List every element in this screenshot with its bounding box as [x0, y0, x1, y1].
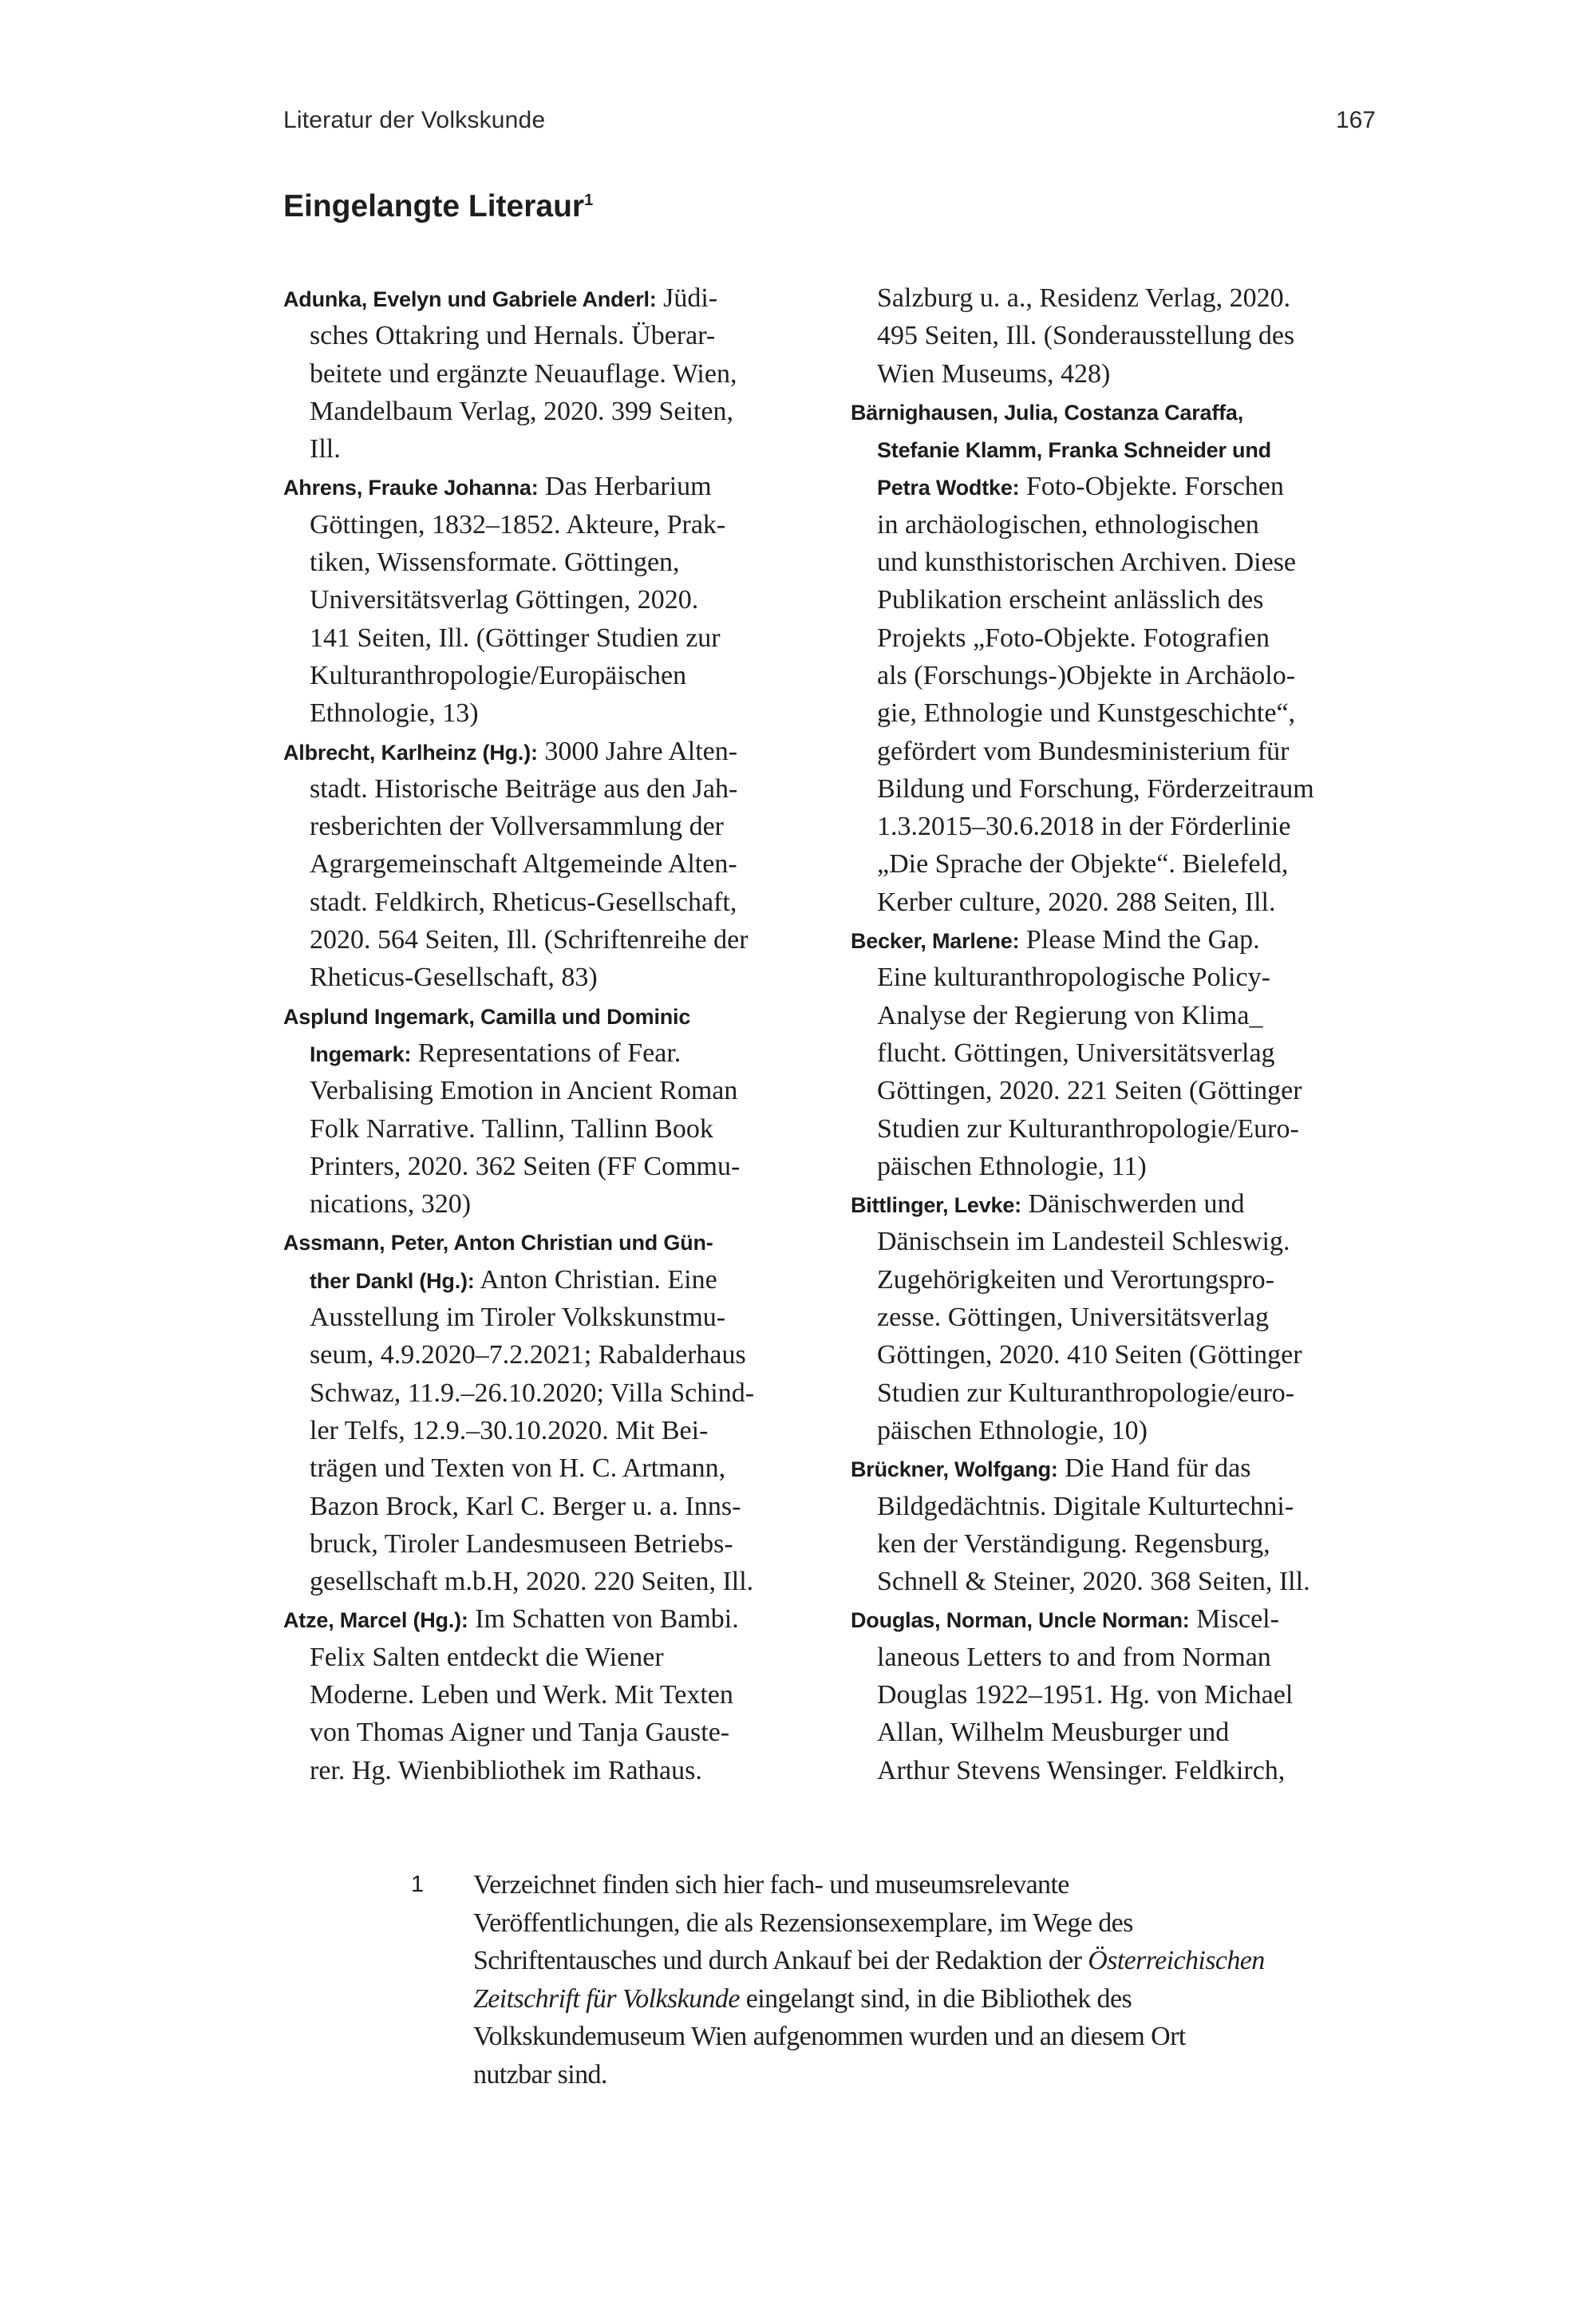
entry-text: Wien Museums, 428)	[877, 358, 1111, 389]
entry-text: Agrargemeinschaft Altgemeinde Alten-	[310, 849, 737, 880]
entry-text: trägen und Texten von H. C. Artmann,	[310, 1453, 726, 1484]
entry-author: Albrecht, Karlheinz (Hg.):	[283, 740, 538, 765]
entry-text: Ausstellung im Tiroler Volkskunstmu-	[310, 1303, 726, 1333]
entry-text: beitete und ergänzte Neuauflage. Wien,	[310, 358, 737, 389]
entry-text: Göttingen, 2020. 410 Seiten (Göttinger	[877, 1340, 1302, 1370]
entry-text: Kulturanthropologie/Europäischen	[310, 660, 687, 690]
entry-text: Die Hand für das	[1057, 1453, 1251, 1484]
entry-text: Analyse der Regierung von Klima_	[877, 1000, 1263, 1030]
entry-author: Ahrens, Frauke Johanna:	[283, 476, 539, 500]
bibliography-entry	[851, 1185, 1377, 1449]
footnote-line-text: Schriftentausches und durch Ankauf bei der Redaktion der	[473, 1946, 1088, 1975]
journal-title-italic: Zeitschrift für Volkskunde	[473, 1983, 740, 2014]
entry-text: ken der Verständigung. Regensburg,	[877, 1528, 1270, 1559]
entry-text: Felix Salten entdeckt die Wiener	[310, 1642, 664, 1672]
entry-text: Rheticus-Gesellschaft, 83)	[310, 963, 598, 993]
bibliography-entry	[283, 1223, 810, 1600]
entry-text: Studien zur Kulturanthropologie/euro-	[877, 1378, 1295, 1408]
page-number: 167	[1335, 107, 1376, 133]
entry-text: Please Mind the Gap.	[1019, 925, 1260, 955]
entry-text: gie, Ethnologie und Kunstgeschichte“,	[877, 698, 1296, 729]
footnote-line: Verzeichnet finden sich hier fach- und museumsrelevante	[473, 1870, 1069, 1900]
entry-author: Stefanie Klamm, Franka Schneider und	[877, 438, 1271, 463]
entry-text: 1.3.2015–30.6.2018 in der Förderlinie	[877, 812, 1291, 842]
entry-text: Bazon Brock, Karl C. Berger u. a. Inns-	[310, 1491, 741, 1521]
entry-author: Atze, Marcel (Hg.):	[283, 1608, 468, 1633]
bibliography-entry	[851, 393, 1377, 921]
entry-text: Projekts „Foto-Objekte. Fotografien	[877, 623, 1270, 653]
footnote-line: nutzbar sind.	[473, 2059, 607, 2090]
entry-author: Asplund Ingemark, Camilla und Dominic	[283, 1004, 691, 1029]
entry-text: Eine kulturanthropologische Policy-	[877, 963, 1270, 993]
entry-text: Verbalising Emotion in Ancient Roman	[310, 1076, 738, 1106]
entry-text: Allan, Wilhelm Meusburger und	[877, 1718, 1230, 1748]
entry-text: Mandelbaum Verlag, 2020. 399 Seiten,	[310, 396, 734, 426]
bibliography-entry	[283, 997, 810, 1224]
entry-text: Bildgedächtnis. Digitale Kulturtechni-	[877, 1491, 1294, 1521]
footnote-text	[473, 1866, 1265, 2094]
bibliography-entry	[283, 279, 810, 468]
entry-author: Brückner, Wolfgang:	[851, 1457, 1058, 1482]
running-head: Literatur der Volkskunde	[283, 107, 546, 133]
footnote-line-text: eingelangt sind, in die Bibliothek des	[739, 1983, 1132, 2014]
entry-text: Dänischwerden und	[1021, 1189, 1245, 1220]
entry-text: Im Schatten von Bambi.	[468, 1604, 739, 1635]
entry-text: resberichten der Vollversammlung der	[310, 812, 724, 842]
right-column	[851, 279, 1377, 1789]
entry-text: gesellschaft m.b.H, 2020. 220 Seiten, Ill.	[310, 1567, 754, 1597]
entry-text: Schnell & Steiner, 2020. 368 Seiten, Ill.	[877, 1567, 1310, 1597]
entry-author: Becker, Marlene:	[851, 929, 1020, 954]
entry-text: bruck, Tiroler Landesmuseen Betriebs-	[310, 1528, 733, 1559]
entry-text: Printers, 2020. 362 Seiten (FF Commu-	[310, 1151, 741, 1181]
entry-author: Adunka, Evelyn und Gabriele Anderl:	[283, 287, 657, 311]
footnote-number: 1	[411, 1872, 425, 1897]
entry-text: „Die Sprache der Objekte“. Bielefeld,	[877, 849, 1289, 880]
entry-author: Assmann, Peter, Anton Christian und Gün-	[283, 1231, 713, 1255]
entry-text: 495 Seiten, Ill. (Sonderausstellung des	[877, 321, 1295, 351]
entry-text: Arthur Stevens Wensinger. Feldkirch,	[877, 1755, 1286, 1785]
entry-text: Göttingen, 1832–1852. Akteure, Prak-	[310, 509, 726, 540]
bibliography-entry	[851, 1449, 1377, 1600]
entry-text: Zugehörigkeiten und Verortungspro-	[877, 1264, 1274, 1295]
entry-text: zesse. Göttingen, Universitätsverlag	[877, 1303, 1269, 1333]
bibliography-entry	[283, 733, 810, 997]
entry-author: ther Dankl (Hg.):	[310, 1268, 475, 1293]
entry-text: und kunsthistorischen Archiven. Diese	[877, 548, 1297, 578]
bibliography-entry	[851, 921, 1377, 1185]
footnote-line: Veröffentlichungen, die als Rezensionsexemplare, im Wege des	[473, 1908, 1133, 1938]
entry-text: als (Forschungs-)Objekte in Archäolo-	[877, 660, 1296, 690]
entry-text: 3000 Jahre Alten-	[537, 736, 738, 766]
entry-text: stadt. Feldkirch, Rheticus-Gesellschaft,	[310, 887, 737, 917]
entry-text: flucht. Göttingen, Universitätsverlag	[877, 1038, 1275, 1068]
entry-text: Bildung und Forschung, Förderzeitraum	[877, 773, 1314, 804]
entry-text: rer. Hg. Wienbibliothek im Rathaus.	[310, 1755, 702, 1785]
entry-text: nications, 320)	[310, 1189, 472, 1220]
entry-text: Folk Narrative. Tallinn, Tallinn Book	[310, 1113, 713, 1144]
entry-text: Dänischsein im Landesteil Schleswig.	[877, 1227, 1290, 1257]
entry-text: Foto-Objekte. Forschen	[1019, 472, 1284, 502]
footnote-marker[interactable]: 1	[584, 192, 594, 209]
entry-text: Douglas 1922–1951. Hg. von Michael	[877, 1679, 1294, 1710]
entry-text: seum, 4.9.2020–7.2.2021; Rabalderhaus	[310, 1340, 746, 1370]
bibliography-entry	[283, 1600, 810, 1789]
left-column	[283, 279, 810, 1789]
entry-text: tiken, Wissensformate. Göttingen,	[310, 548, 680, 578]
entry-author: Bärnighausen, Julia, Costanza Caraffa,	[851, 400, 1244, 425]
entry-text: Ethnologie, 13)	[310, 698, 479, 729]
entry-text: Anton Christian. Eine	[474, 1264, 717, 1295]
entry-author: Petra Wodtke:	[877, 476, 1020, 500]
entry-text: Das Herbarium	[538, 472, 712, 502]
entry-text: Universitätsverlag Göttingen, 2020.	[310, 585, 699, 615]
journal-title-italic: Österreichischen	[1088, 1946, 1265, 1975]
page-title-text: Eingelangte Literaur	[283, 189, 585, 223]
entry-text: Miscel-	[1189, 1604, 1279, 1635]
entry-text: von Thomas Aigner und Tanja Gauste-	[310, 1718, 730, 1748]
footnote-line	[473, 1942, 1265, 1980]
bibliography-entry-continuation	[851, 279, 1377, 393]
entry-text: Jüdi-	[656, 283, 718, 313]
entry-text: Ill.	[310, 434, 341, 465]
entry-text: Salzburg u. a., Residenz Verlag, 2020.	[877, 283, 1291, 313]
entry-text: Studien zur Kulturanthropologie/Euro-	[877, 1113, 1299, 1144]
entry-author: Ingemark:	[310, 1042, 412, 1066]
entry-author: Douglas, Norman, Uncle Norman:	[851, 1608, 1190, 1633]
entry-text: Representations of Fear.	[411, 1038, 681, 1068]
bibliography-entry	[283, 468, 810, 732]
entry-text: gefördert vom Bundesministerium für	[877, 736, 1290, 766]
entry-text: 141 Seiten, Ill. (Göttinger Studien zur	[310, 623, 721, 653]
entry-text: Göttingen, 2020. 221 Seiten (Göttinger	[877, 1076, 1302, 1106]
entry-author: Bittlinger, Levke:	[851, 1193, 1021, 1218]
entry-text: päischen Ethnologie, 10)	[877, 1415, 1148, 1445]
entry-text: sches Ottakring und Hernals. Überar-	[310, 321, 716, 351]
entry-text: Kerber culture, 2020. 288 Seiten, Ill.	[877, 887, 1276, 917]
entry-text: päischen Ethnologie, 11)	[877, 1151, 1147, 1181]
page-title	[283, 187, 593, 227]
entry-text: Schwaz, 11.9.–26.10.2020; Villa Schind-	[310, 1378, 755, 1408]
entry-text: laneous Letters to and from Norman	[877, 1642, 1271, 1672]
entry-text: in archäologischen, ethnologischen	[877, 509, 1259, 540]
entry-text: Moderne. Leben und Werk. Mit Texten	[310, 1679, 733, 1710]
entry-text: 2020. 564 Seiten, Ill. (Schriftenreihe der	[310, 925, 749, 955]
entry-text: Publikation erscheint anlässlich des	[877, 585, 1264, 615]
entry-text: ler Telfs, 12.9.–30.10.2020. Mit Bei-	[310, 1415, 709, 1445]
bibliography-entry	[851, 1600, 1377, 1789]
footnote-line: Volkskundemuseum Wien aufgenommen wurden und an diesem Ort	[473, 2022, 1186, 2051]
footnote-line	[473, 1980, 1265, 2018]
entry-text: stadt. Historische Beiträge aus den Jah-	[310, 773, 738, 804]
